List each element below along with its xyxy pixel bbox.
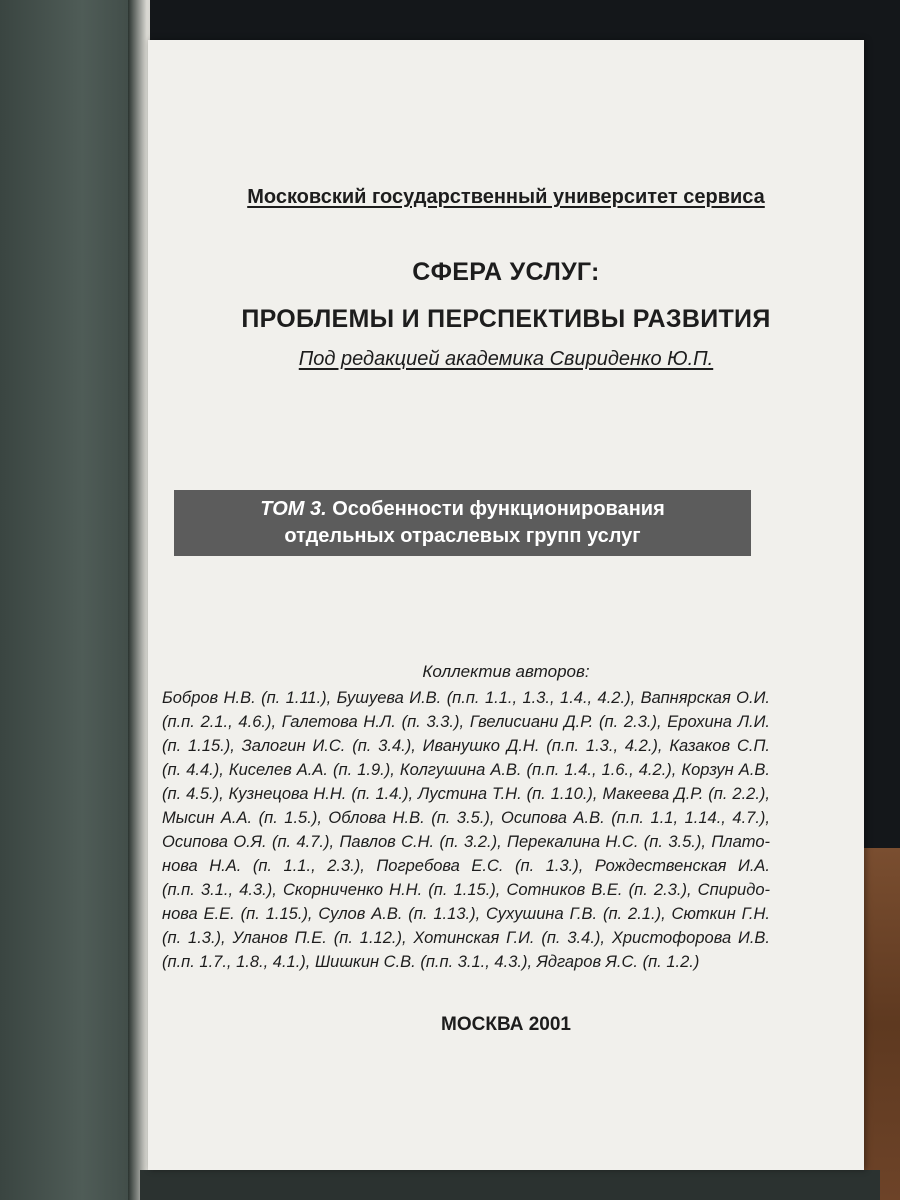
title-page xyxy=(148,40,864,1170)
editor-line: Под редакцией академика Свириденко Ю.П. xyxy=(298,348,714,370)
authors-list xyxy=(162,686,770,974)
volume-line1 xyxy=(174,496,751,523)
volume-banner xyxy=(174,490,751,556)
university-name: Московский государственный университет сервиса xyxy=(247,186,765,208)
book-title-line1: СФЕРА УСЛУГ: xyxy=(412,258,600,286)
authors-line: нова Е.Е. (п. 1.15.), Сулов А.В. (п. 1.13.), Сухушина Г.В. (п. 2.1.), Сюткин Г.Н. xyxy=(162,905,770,923)
book-spine-edge xyxy=(128,0,150,1200)
authors-line: Осипова О.Я. (п. 4.7.), Павлов С.Н. (п. 3.2.), Перекалина Н.С. (п. 3.5.), Плато- xyxy=(162,833,770,851)
authors-line: Мысин А.А. (п. 1.5.), Облова Н.В. (п. 3.5.), Осипова А.В. (п.п. 1.1, 1.14., 4.7.), xyxy=(162,809,770,827)
book-title-line2: ПРОБЛЕМЫ И ПЕРСПЕКТИВЫ РАЗВИТИЯ xyxy=(241,305,771,333)
authors-line: (п.п. 2.1., 4.6.), Галетова Н.Л. (п. 3.3.), Гвелисиани Д.Р. (п. 2.3.), Ерохина Л.И. xyxy=(162,713,770,731)
city-year: МОСКВА 2001 xyxy=(441,1014,571,1035)
authors-line: (п.п. 1.7., 1.8., 4.1.), Шишкин С.В. (п.п. 3.1., 4.3.), Ядгаров Я.С. (п. 1.2.) xyxy=(162,953,700,971)
volume-label: ТОМ 3. xyxy=(260,498,327,520)
volume-title-part2: отдельных отраслевых групп услуг xyxy=(284,525,641,547)
authors-line: (п.п. 3.1., 4.3.), Скорниченко Н.Н. (п. 1.15.), Сотников В.Е. (п. 2.3.), Спиридо- xyxy=(162,881,770,899)
authors-line: нова Н.А. (п. 1.1., 2.3.), Погребова Е.С. (п. 1.3.), Рождественская И.А. xyxy=(162,857,770,875)
volume-title-part1: Особенности функционирования xyxy=(332,498,665,520)
authors-line: (п. 4.4.), Киселев А.А. (п. 1.9.), Колгушина А.В. (п.п. 1.4., 1.6., 4.2.), Корзун А.В. xyxy=(162,761,770,779)
authors-line: Бобров Н.В. (п. 1.11.), Бушуева И.В. (п.п. 1.1., 1.3., 1.4., 4.2.), Вапнярская О.И. xyxy=(162,689,770,707)
authors-line: (п. 1.15.), Залогин И.С. (п. 3.4.), Иванушко Д.Н. (п.п. 1.3., 4.2.), Казаков С.П. xyxy=(162,737,770,755)
authors-heading: Коллектив авторов: xyxy=(422,662,590,681)
authors-line: (п. 1.3.), Уланов П.Е. (п. 1.12.), Хотинская Г.И. (п. 3.4.), Христофорова И.В. xyxy=(162,929,770,947)
cover-bottom xyxy=(140,1170,880,1200)
authors-line: (п. 4.5.), Кузнецова Н.Н. (п. 1.4.), Лустина Т.Н. (п. 1.10.), Макеева Д.Р. (п. 2.2.), xyxy=(162,785,770,803)
